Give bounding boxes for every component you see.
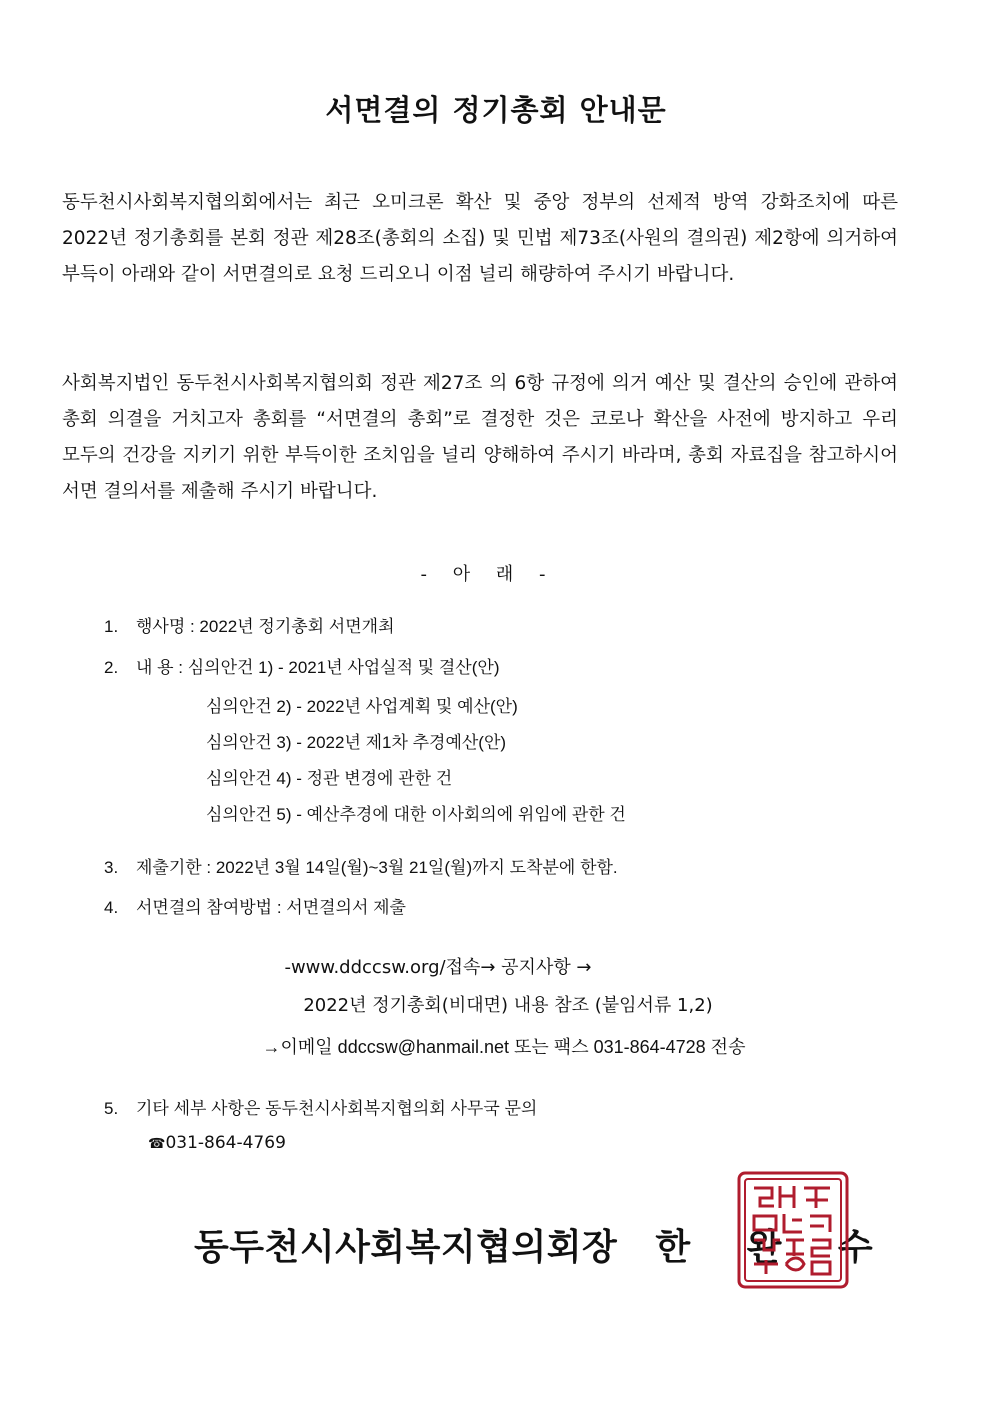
phone-number: 031-864-4769 [165,1133,286,1153]
website-instruction: -www.ddccsw.org/접속→ 공지사항 → [284,957,592,978]
list-item-text: 행사명 : 2022년 정기총회 서면개최 [136,617,395,636]
agenda-item-3: 심의안건 3) - 2022년 제1차 추경예산(안) [206,733,507,752]
list-item-text: 서면결의 참여방법 : 서면결의서 제출 [136,898,406,917]
document-title: 서면결의 정기총회 안내문 [325,93,667,127]
list-item-deadline [104,853,618,878]
email-fax-instruction: →이메일 ddccsw@hanmail.net 또는 팩스 031-864-4728 전송 [262,1037,746,1057]
list-item-number: 1. [104,617,119,636]
list-item-inquiry [104,1094,537,1119]
organization-head-title: 동두천시사회복지협의회장 [194,1227,618,1268]
reference-instruction: 2022년 정기총회(비대면) 내용 참조 (붙임서류 1,2) [303,995,713,1016]
agenda-item-5: 심의안건 5) - 예산추경에 대한 이사회의에 위임에 관한 건 [206,805,626,824]
list-item-number: 2. [104,658,119,677]
list-item-text: 제출기한 : 2022년 3월 14일(월)~3월 21일(월)까지 도착분에 한함. [136,858,618,877]
list-item-text: 내 용 : 심의안건 1) - 2021년 사업실적 및 결산(안) [136,658,500,677]
list-item-number: 4. [104,898,119,917]
list-item-text: 기타 세부 사항은 동두천시사회복지협의회 사무국 문의 [136,1099,538,1118]
list-item-content [104,653,499,678]
list-item-event-name [104,612,395,637]
agenda-item-4: 심의안건 4) - 정관 변경에 관한 건 [206,769,453,788]
list-item-participation-method [104,893,406,918]
official-seal-icon [736,1170,850,1290]
agenda-item-2: 심의안건 2) - 2022년 사업계획 및 예산(안) [206,697,518,716]
signatory-name: 한 완 수 [655,1227,895,1268]
intro-paragraph: 동두천시사회복지협의회에서는 최근 오미크론 확산 및 중앙 정부의 선제적 방역 강화조치에 따른 2022년 정기총회를 본회 정관 제28조(총회의 소집) 및 민법 제73조(사원의 결의권) 제2항에 의거하여 부득이 아래와 같이 서면결의로 요청 드리오니 이점 널리 해량하여 주시기 바랍니다. [62,192,898,285]
list-item-number: 3. [104,858,119,877]
section-heading: - 아 래 - [420,564,556,585]
explanation-paragraph: 사회복지법인 동두천시사회복지협의회 정관 제27조 의 6항 규정에 의거 예산 및 결산의 승인에 관하여 총회 의결을 거치고자 총회를 “서면결의 총회”로 결정한 것은 코로나 확산을 사전에 방지하고 우리 모두의 건강을 지키기 위한 부득이한 조치임을 널리 양해하여 주시기 바라며, 총회 자료집을 참고하시어 서면 결의서를 제출해 주시기 바랍니다. [62,373,898,502]
telephone-icon: ☎ [148,1136,166,1152]
phone-contact [148,1133,286,1153]
list-item-number: 5. [104,1099,119,1118]
